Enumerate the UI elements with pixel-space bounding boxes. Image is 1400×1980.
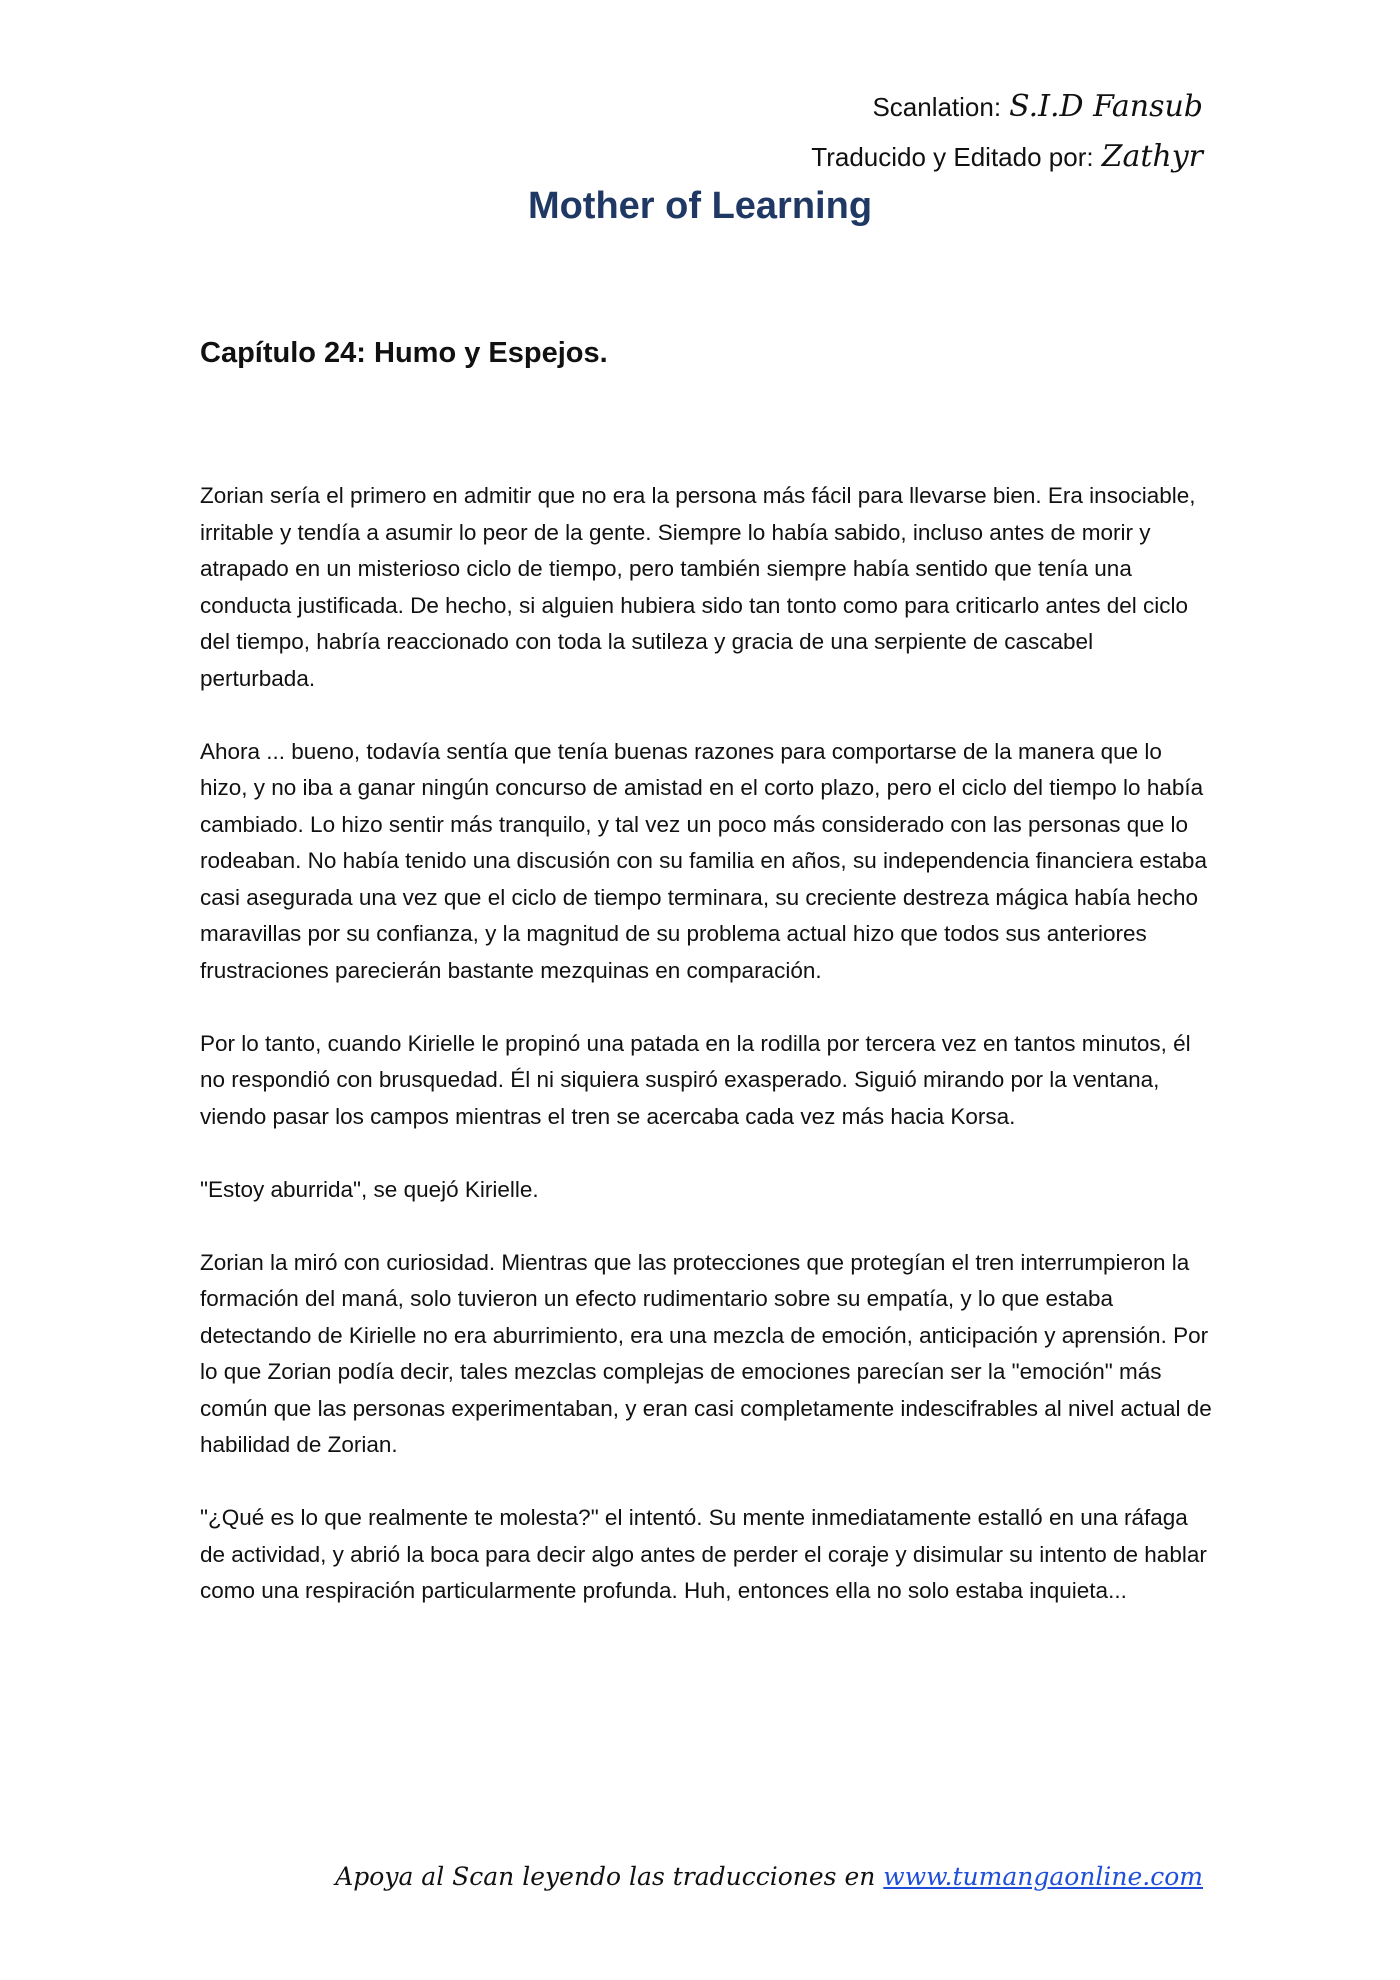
chapter-body (200, 478, 1212, 1646)
paragraph: Zorian sería el primero en admitir que no era la persona más fácil para llevarse bien. Era insociable, irritable y tendía a asumir lo peor de la gente. Siempre lo había sabido, incluso antes de morir y atrapado en un misterioso ciclo de tiempo, pero también siempre había sentido que tenía una conducta justificada. De hecho, si alguien hubiera sido tan tonto como para criticarlo antes del ciclo del tiempo, habría reaccionado con toda la sutileza y gracia de una serpiente de cascabel perturbada. (200, 483, 1196, 691)
chapter-heading: Capítulo 24: Humo y Espejos. (200, 337, 608, 369)
footer-text: Apoya al Scan leyendo las traducciones en (335, 1862, 876, 1891)
scanlation-label: Scanlation: (872, 92, 1002, 122)
footer-link[interactable]: www.tumangaonline.com (883, 1862, 1203, 1891)
translator-value: Zathyr (1101, 139, 1203, 174)
document-title: Mother of Learning (527, 185, 873, 227)
paragraph: Ahora ... bueno, todavía sentía que tenía buenas razones para comportarse de la manera que lo hizo, y no iba a ganar ningún concurso de amistad en el corto plazo, pero el ciclo del tiempo lo había cambiado. Lo hizo sentir más tranquilo, y tal vez un poco más considerado con las personas que lo rodeaban. No había tenido una discusión con su familia en años, su independencia financiera estaba casi asegurada una vez que el ciclo de tiempo terminara, su creciente destreza mágica había hecho maravillas por su confianza, y la magnitud de su problema actual hizo que todos sus anteriores frustraciones parecierán bastante mezquinas en comparación. (200, 738, 1207, 983)
paragraph: Zorian la miró con curiosidad. Mientras que las protecciones que protegían el tren interrumpieron la formación del maná, solo tuvieron un efecto rudimentario sobre su empatía, y lo que estaba detectando de Kirielle no era aburrimiento, era una mezcla de emoción, anticipación y aprensión. Por lo que Zorian podía decir, tales mezclas complejas de emociones parecían ser la "emoción" más común que las personas experimentaban, y eran casi completamente indescifrables al nivel actual de habilidad de Zorian. (200, 1249, 1212, 1457)
paragraph: "Estoy aburrida", se quejó Kirielle. (200, 1176, 539, 1202)
translator-label: Traducido y Editado por: (811, 142, 1094, 172)
footer-support-note (335, 1862, 1203, 1891)
scanlation-value: S.I.D Fansub (1009, 89, 1203, 124)
translator-credit (811, 139, 1203, 174)
scanlation-credit (872, 89, 1203, 124)
paragraph: "¿Qué es lo que realmente te molesta?" el intentó. Su mente inmediatamente estalló en una ráfaga de actividad, y abrió la boca para decir algo antes de perder el coraje y disimular su intento de hablar como una respiración particularmente profunda. Huh, entonces ella no solo estaba inquieta... (200, 1505, 1207, 1603)
paragraph: Por lo tanto, cuando Kirielle le propinó una patada en la rodilla por tercera vez en tantos minutos, él no respondió con brusquedad. Él ni siquiera suspiró exasperado. Siguió mirando por la ventana, viendo pasar los campos mientras el tren se acercaba cada vez más hacia Korsa. (200, 1030, 1191, 1129)
